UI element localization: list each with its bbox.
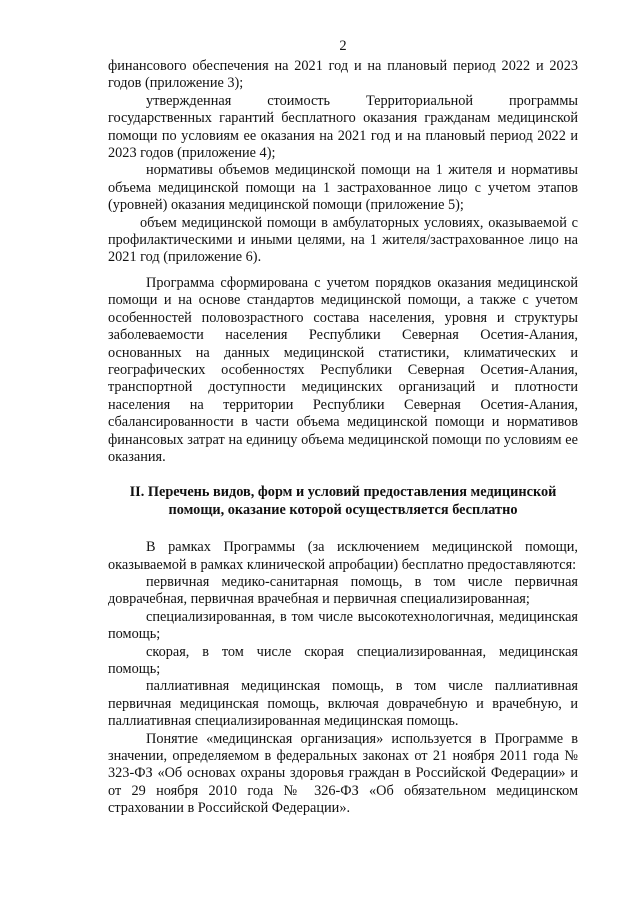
paragraph-medical-organization-definition: Понятие «медицинская организация» используется в Программе в значении, определяемом в федеральных законах от 21 ноября 2011 года № 323-ФЗ «Об основах охраны здоровья граждан в Российской Федерации» и от 29 ноября 2010 года № 326-ФЗ «Об обязательном медицинском страховании в Российской Федерации». — [108, 730, 578, 817]
paragraph-palliative-care: паллиативная медицинская помощь, в том числе паллиативная первичная медицинская помощь, включая доврачебную и врачебную, и паллиативная специализированная медицинская помощь. — [108, 678, 578, 730]
paragraph-primary-care: первичная медико-санитарная помощь, в том числе первичная доврачебная, первичная врачебная и первичная специализированная; — [108, 573, 578, 608]
paragraph-program-formation: Программа сформирована с учетом порядков оказания медицинской помощи и на основе стандартов медицинской помощи, а также с учетом особенностей половозрастного состава населения, уровня и структуры заболеваемости населения Республики Северная Осетия-Алания, основанных на данных медицинской статистики, климатических и географических особенностях Республики Северная Осетия-Алания, транспортной доступности медицинских организаций и плотности населения на территории Республики Северная Осетия-Алания, сбалансированности в части объема медицинской помощи и нормативов финансовых затрат на единицу объема медицинской помощи по условиям ее оказания. — [108, 274, 578, 465]
section-heading: II. Перечень видов, форм и условий предоставления медицинской помощи, оказание которой осуществляется бесплатно — [129, 484, 557, 518]
spacer — [108, 267, 578, 275]
paragraph-emergency-care: скорая, в том числе скорая специализированная, медицинская помощь; — [108, 643, 578, 677]
paragraph-appendix-4: утвержденная стоимость Территориальной программы государственных гарантий бесплатного оказания гражданам медицинской помощи по условиям ее оказания на 2021 год и на плановый период 2022 и 2023 годов (приложение 4); — [108, 92, 578, 162]
paragraph-appendix-6: объем медицинской помощи в амбулаторных условиях, оказываемой с профилактическими и иными целями, на 1 жителя/застрахованное лицо на 2021 год (приложение 6). — [108, 214, 578, 266]
paragraph-appendix-3: финансового обеспечения на 2021 год и на плановый период 2022 и 2023 годов (приложение 3); — [108, 58, 578, 92]
paragraph-appendix-5: нормативы объемов медицинской помощи на 1 жителя и нормативы объема медицинской помощи на 1 застрахованное лицо с учетом этапов (уровней) оказания медицинской помощи (приложение 5); — [108, 162, 578, 214]
paragraph-free-services-intro: В рамках Программы (за исключением медицинской помощи, оказываемой в рамках клинической апробации) бесплатно предоставляются: — [108, 539, 578, 573]
spacer — [108, 519, 578, 539]
page-number: 2 — [339, 38, 347, 54]
paragraph-specialized-care: специализированная, в том числе высокотехнологичная, медицинская помощь; — [108, 608, 578, 643]
